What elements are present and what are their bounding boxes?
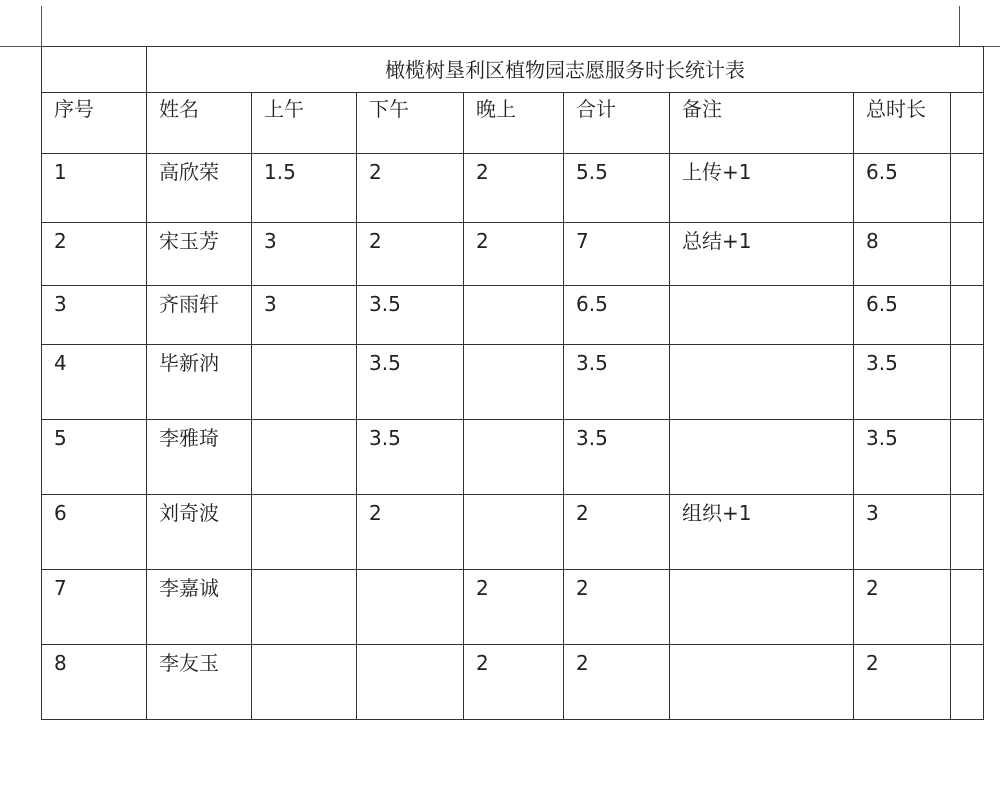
cell-total[interactable]: 8 (854, 223, 951, 286)
cell-name[interactable]: 毕新汭 (147, 345, 252, 420)
cell-remark[interactable]: 总结+1 (670, 223, 854, 286)
cell-remark[interactable] (670, 286, 854, 345)
cell-total[interactable]: 6.5 (854, 286, 951, 345)
cell-total[interactable]: 3 (854, 495, 951, 570)
header-extra-cell[interactable] (951, 93, 984, 154)
cell-subtotal[interactable]: 5.5 (564, 154, 670, 223)
crop-mark-left (41, 6, 42, 46)
cell-evening[interactable]: 2 (464, 570, 564, 645)
cell-extra[interactable] (951, 154, 984, 223)
cell-extra[interactable] (951, 223, 984, 286)
cell-afternoon[interactable]: 3.5 (357, 420, 464, 495)
cell-afternoon[interactable]: 3.5 (357, 345, 464, 420)
cell-afternoon[interactable]: 2 (357, 154, 464, 223)
cell-subtotal[interactable]: 3.5 (564, 345, 670, 420)
cell-evening[interactable] (464, 495, 564, 570)
cell-remark[interactable]: 组织+1 (670, 495, 854, 570)
table-row (42, 420, 984, 495)
cell-name[interactable]: 李雅琦 (147, 420, 252, 495)
cell-total[interactable]: 2 (854, 645, 951, 720)
cell-morning[interactable]: 3 (252, 223, 357, 286)
cell-subtotal[interactable]: 7 (564, 223, 670, 286)
cell-extra[interactable] (951, 286, 984, 345)
cell-index[interactable]: 8 (42, 645, 147, 720)
crop-mark-right (959, 6, 960, 46)
cell-morning[interactable] (252, 495, 357, 570)
cell-evening[interactable]: 2 (464, 645, 564, 720)
cell-total[interactable]: 3.5 (854, 420, 951, 495)
table-row (42, 286, 984, 345)
cell-index[interactable]: 3 (42, 286, 147, 345)
cell-index[interactable]: 7 (42, 570, 147, 645)
table-row (42, 495, 984, 570)
cell-total[interactable]: 6.5 (854, 154, 951, 223)
cell-subtotal[interactable]: 2 (564, 495, 670, 570)
cell-total[interactable]: 3.5 (854, 345, 951, 420)
header-index[interactable]: 序号 (42, 93, 147, 154)
cell-remark[interactable]: 上传+1 (670, 154, 854, 223)
cell-name[interactable]: 李嘉诚 (147, 570, 252, 645)
header-row (42, 93, 984, 154)
cell-extra[interactable] (951, 645, 984, 720)
cell-evening[interactable]: 2 (464, 223, 564, 286)
cell-extra[interactable] (951, 420, 984, 495)
cell-evening[interactable] (464, 345, 564, 420)
cell-remark[interactable] (670, 570, 854, 645)
cell-evening[interactable] (464, 286, 564, 345)
cell-remark[interactable] (670, 420, 854, 495)
cell-total[interactable]: 2 (854, 570, 951, 645)
table-row (42, 645, 984, 720)
cell-index[interactable]: 5 (42, 420, 147, 495)
cell-evening[interactable]: 2 (464, 154, 564, 223)
cell-extra[interactable] (951, 570, 984, 645)
cell-subtotal[interactable]: 2 (564, 570, 670, 645)
cell-afternoon[interactable]: 2 (357, 223, 464, 286)
title-empty-cell (42, 47, 147, 93)
header-name[interactable]: 姓名 (147, 93, 252, 154)
table-row (42, 154, 984, 223)
table-row (42, 345, 984, 420)
cell-afternoon[interactable]: 2 (357, 495, 464, 570)
header-remark[interactable]: 备注 (670, 93, 854, 154)
cell-name[interactable]: 李友玉 (147, 645, 252, 720)
header-morning[interactable]: 上午 (252, 93, 357, 154)
header-total[interactable]: 总时长 (854, 93, 951, 154)
cell-subtotal[interactable]: 6.5 (564, 286, 670, 345)
cell-index[interactable]: 2 (42, 223, 147, 286)
header-evening[interactable]: 晚上 (464, 93, 564, 154)
cell-morning[interactable] (252, 420, 357, 495)
header-afternoon[interactable]: 下午 (357, 93, 464, 154)
title-row (42, 47, 984, 93)
cell-name[interactable]: 宋玉芳 (147, 223, 252, 286)
table-row (42, 223, 984, 286)
volunteer-hours-table (41, 46, 984, 720)
table-title[interactable]: 橄榄树垦利区植物园志愿服务时长统计表 (147, 47, 984, 93)
cell-morning[interactable]: 1.5 (252, 154, 357, 223)
cell-name[interactable]: 高欣荣 (147, 154, 252, 223)
cell-morning[interactable]: 3 (252, 286, 357, 345)
cell-subtotal[interactable]: 2 (564, 645, 670, 720)
cell-subtotal[interactable]: 3.5 (564, 420, 670, 495)
cell-name[interactable]: 刘奇波 (147, 495, 252, 570)
cell-index[interactable]: 4 (42, 345, 147, 420)
cell-name[interactable]: 齐雨轩 (147, 286, 252, 345)
cell-afternoon[interactable] (357, 570, 464, 645)
cell-afternoon[interactable]: 3.5 (357, 286, 464, 345)
cell-index[interactable]: 1 (42, 154, 147, 223)
cell-index[interactable]: 6 (42, 495, 147, 570)
cell-morning[interactable] (252, 645, 357, 720)
table-row (42, 570, 984, 645)
cell-afternoon[interactable] (357, 645, 464, 720)
cell-extra[interactable] (951, 495, 984, 570)
cell-evening[interactable] (464, 420, 564, 495)
cell-morning[interactable] (252, 570, 357, 645)
cell-remark[interactable] (670, 345, 854, 420)
cell-extra[interactable] (951, 345, 984, 420)
header-subtotal[interactable]: 合计 (564, 93, 670, 154)
cell-morning[interactable] (252, 345, 357, 420)
cell-remark[interactable] (670, 645, 854, 720)
